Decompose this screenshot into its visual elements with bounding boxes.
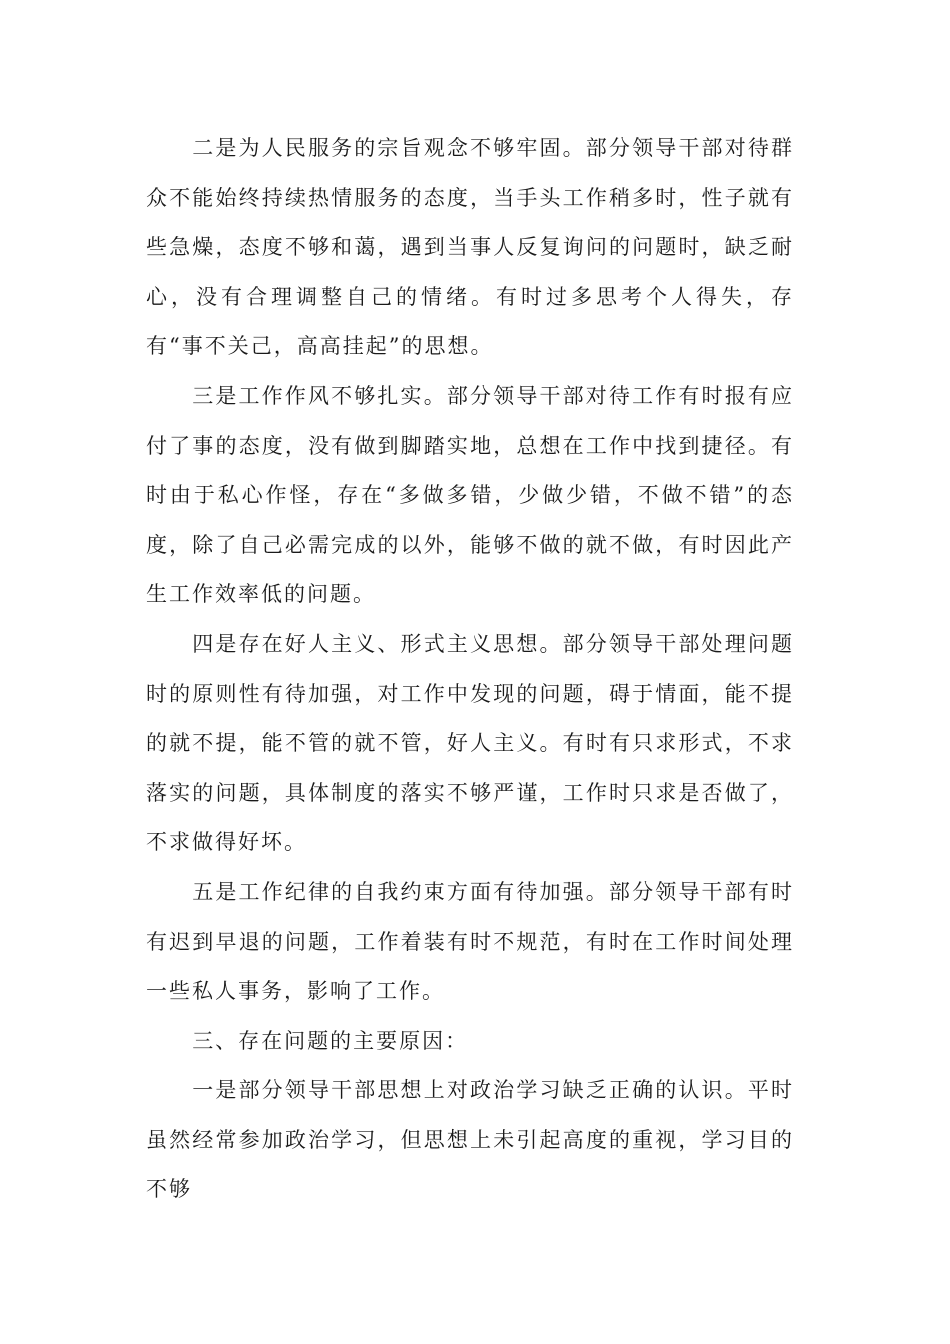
document-body [146,124,794,1215]
paragraph-work-style: 三是工作作风不够扎实。部分领导干部对待工作有时报有应付了事的态度，没有做到脚踏实地，总想在工作中找到捷径。有时由于私心作怪，存在“多做多错，少做少错，不做不错”的态度，除了自己必需完成的以外，能够不做的就不做，有时因此产生工作效率低的问题。 [146,383,794,607]
paragraph-service-awareness: 二是为人民服务的宗旨观念不够牢固。部分领导干部对待群众不能始终持续热情服务的态度，当手头工作稍多时，性子就有些急燥，态度不够和蔼，遇到当事人反复询问的问题时，缺乏耐心，没有合理调整自己的情绪。有时过多思考个人得失，存有“事不关己，高高挂起”的思想。 [146,136,794,359]
paragraph-work-discipline: 五是工作纪律的自我约束方面有待加强。部分领导干部有时有迟到早退的问题，工作着装有时不规范，有时在工作时间处理一些私人事务，影响了工作。 [146,879,794,1004]
paragraph-political-study: 一是部分领导干部思想上对政治学习缺乏正确的认识。平时虽然经常参加政治学习，但思想上未引起高度的重视，学习目的不够 [146,1078,794,1202]
section-heading-main-causes: 三、存在问题的主要原因： [192,1028,469,1053]
paragraph-formalism: 四是存在好人主义、形式主义思想。部分领导干部处理问题时的原则性有待加强，对工作中发现的问题，碍于情面，能不提的就不提，能不管的就不管，好人主义。有时有只求形式，不求落实的问题，具体制度的落实不够严谨，工作时只求是否做了，不求做得好坏。 [146,631,794,855]
